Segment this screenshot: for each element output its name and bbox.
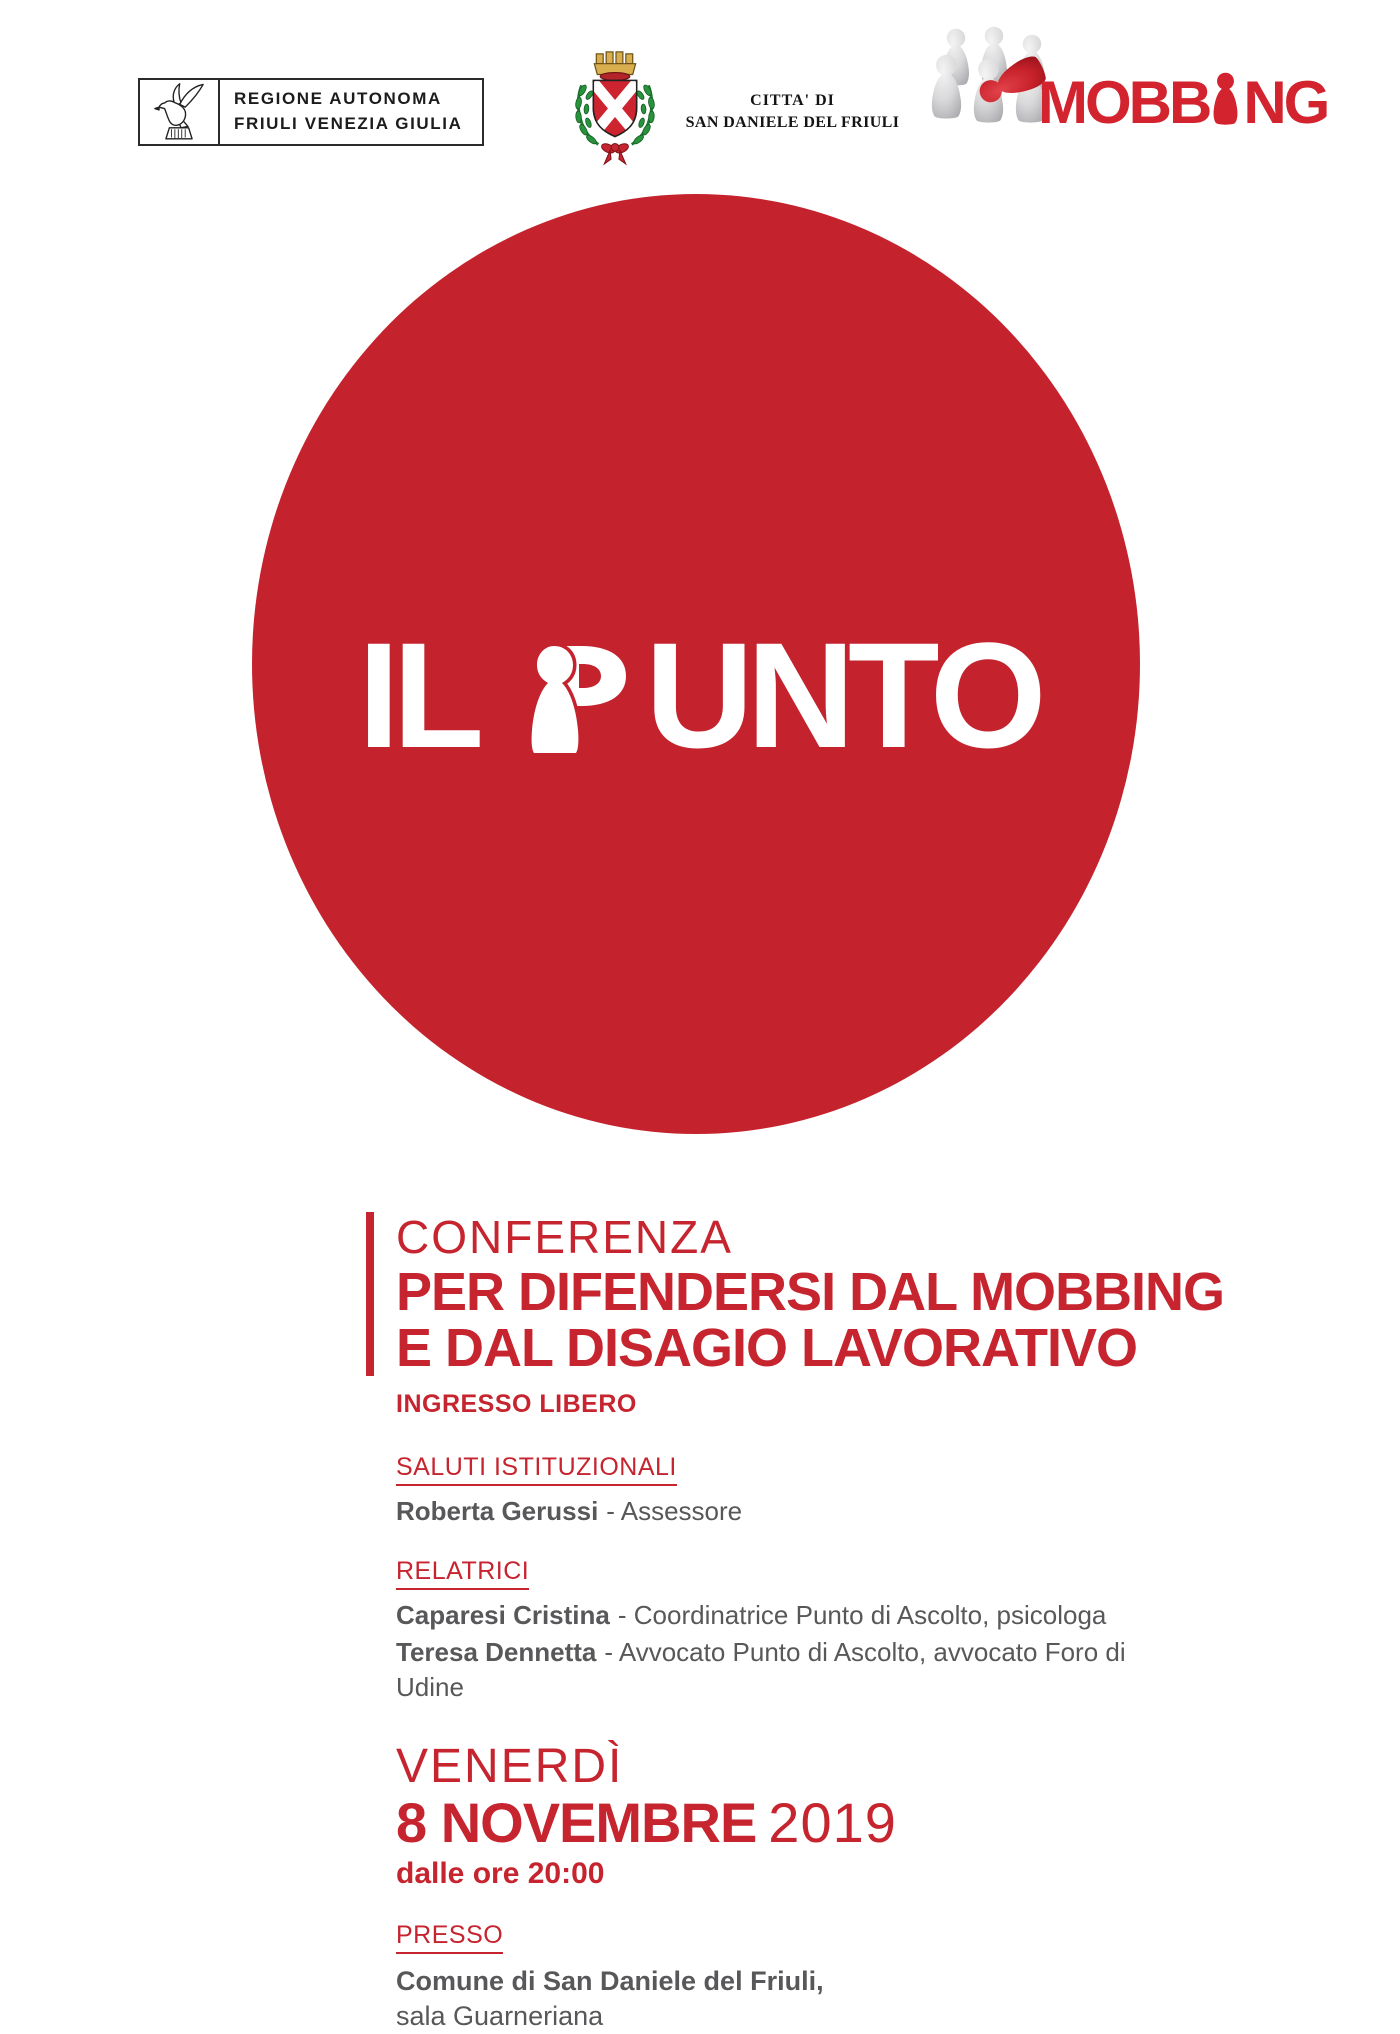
eagle-icon <box>148 81 210 143</box>
wordmark-unto: UNTO <box>645 611 1040 779</box>
pawn-letter-icon <box>1207 72 1244 126</box>
event-details <box>396 1211 1225 2034</box>
speaker-role: - Coordinatrice Punto di Ascolto, psicologa <box>617 1599 1107 1630</box>
regione-fvg-logo <box>138 78 484 146</box>
regione-eagle-cell <box>140 80 220 144</box>
mobbing-wordmark <box>1038 68 1328 136</box>
year-value: 2019 <box>768 1791 897 1854</box>
citta-text-block <box>680 92 905 132</box>
weekday: VENERDÌ <box>396 1740 624 1794</box>
citta-line1: CITTA' DI <box>750 92 835 109</box>
speaker-role: - Avvocato Punto di Ascolto, avvocato Foro di Udine <box>396 1637 1126 1703</box>
relatrici-label: RELATRICI <box>396 1557 529 1590</box>
saluti-section <box>396 1453 1176 1529</box>
mobbing-word-start: MOBB <box>1038 68 1210 136</box>
event-title-line1: PER DIFENDERSI DAL MOBBING <box>396 1261 1225 1322</box>
relatrici-section <box>396 1557 1176 1705</box>
venue-section <box>396 1921 1176 2034</box>
date-value: 8 NOVEMBRE <box>396 1791 757 1854</box>
conference-header-block <box>366 1211 1225 1378</box>
saluti-person-role: - Assessore <box>606 1495 743 1526</box>
event-title-line2: E DAL DISAGIO LAVORATIVO <box>396 1317 1138 1378</box>
speaker-row <box>396 1598 1176 1633</box>
date-section <box>396 1741 1176 1891</box>
speaker-name: Teresa Dennetta <box>396 1637 597 1668</box>
event-kicker: CONFERENZA <box>396 1211 733 1263</box>
time-value: dalle ore 20:00 <box>396 1856 605 1890</box>
regione-text <box>220 80 482 144</box>
il-punto-wordmark <box>358 611 1040 779</box>
citta-line2: SAN DANIELE DEL FRIULI <box>685 114 900 131</box>
san-daniele-crest <box>560 44 670 172</box>
speaker-row <box>396 1635 1176 1705</box>
presso-label: PRESSO <box>396 1921 503 1954</box>
date-line <box>396 1791 1176 1854</box>
saluti-label: SALUTI ISTITUZIONALI <box>396 1453 677 1486</box>
venue-name: Comune di San Daniele del Friuli, <box>396 1965 824 1996</box>
regione-line2: FRIULI VENEZIA GIULIA <box>234 114 463 133</box>
mobbing-logo <box>922 28 1328 170</box>
coat-of-arms-icon <box>560 44 670 172</box>
wordmark-il: IL <box>358 611 478 779</box>
pawn-p-icon <box>523 646 641 756</box>
mobbing-word-end: NG <box>1243 68 1328 136</box>
saluti-person <box>396 1494 1176 1529</box>
admission-note: INGRESSO LIBERO <box>396 1389 637 1418</box>
venue-room: sala Guarneriana <box>396 2000 604 2031</box>
saluti-person-name: Roberta Gerussi <box>396 1495 599 1526</box>
regione-line1: REGIONE AUTONOMA <box>234 89 442 109</box>
speaker-name: Caparesi Cristina <box>396 1599 610 1630</box>
